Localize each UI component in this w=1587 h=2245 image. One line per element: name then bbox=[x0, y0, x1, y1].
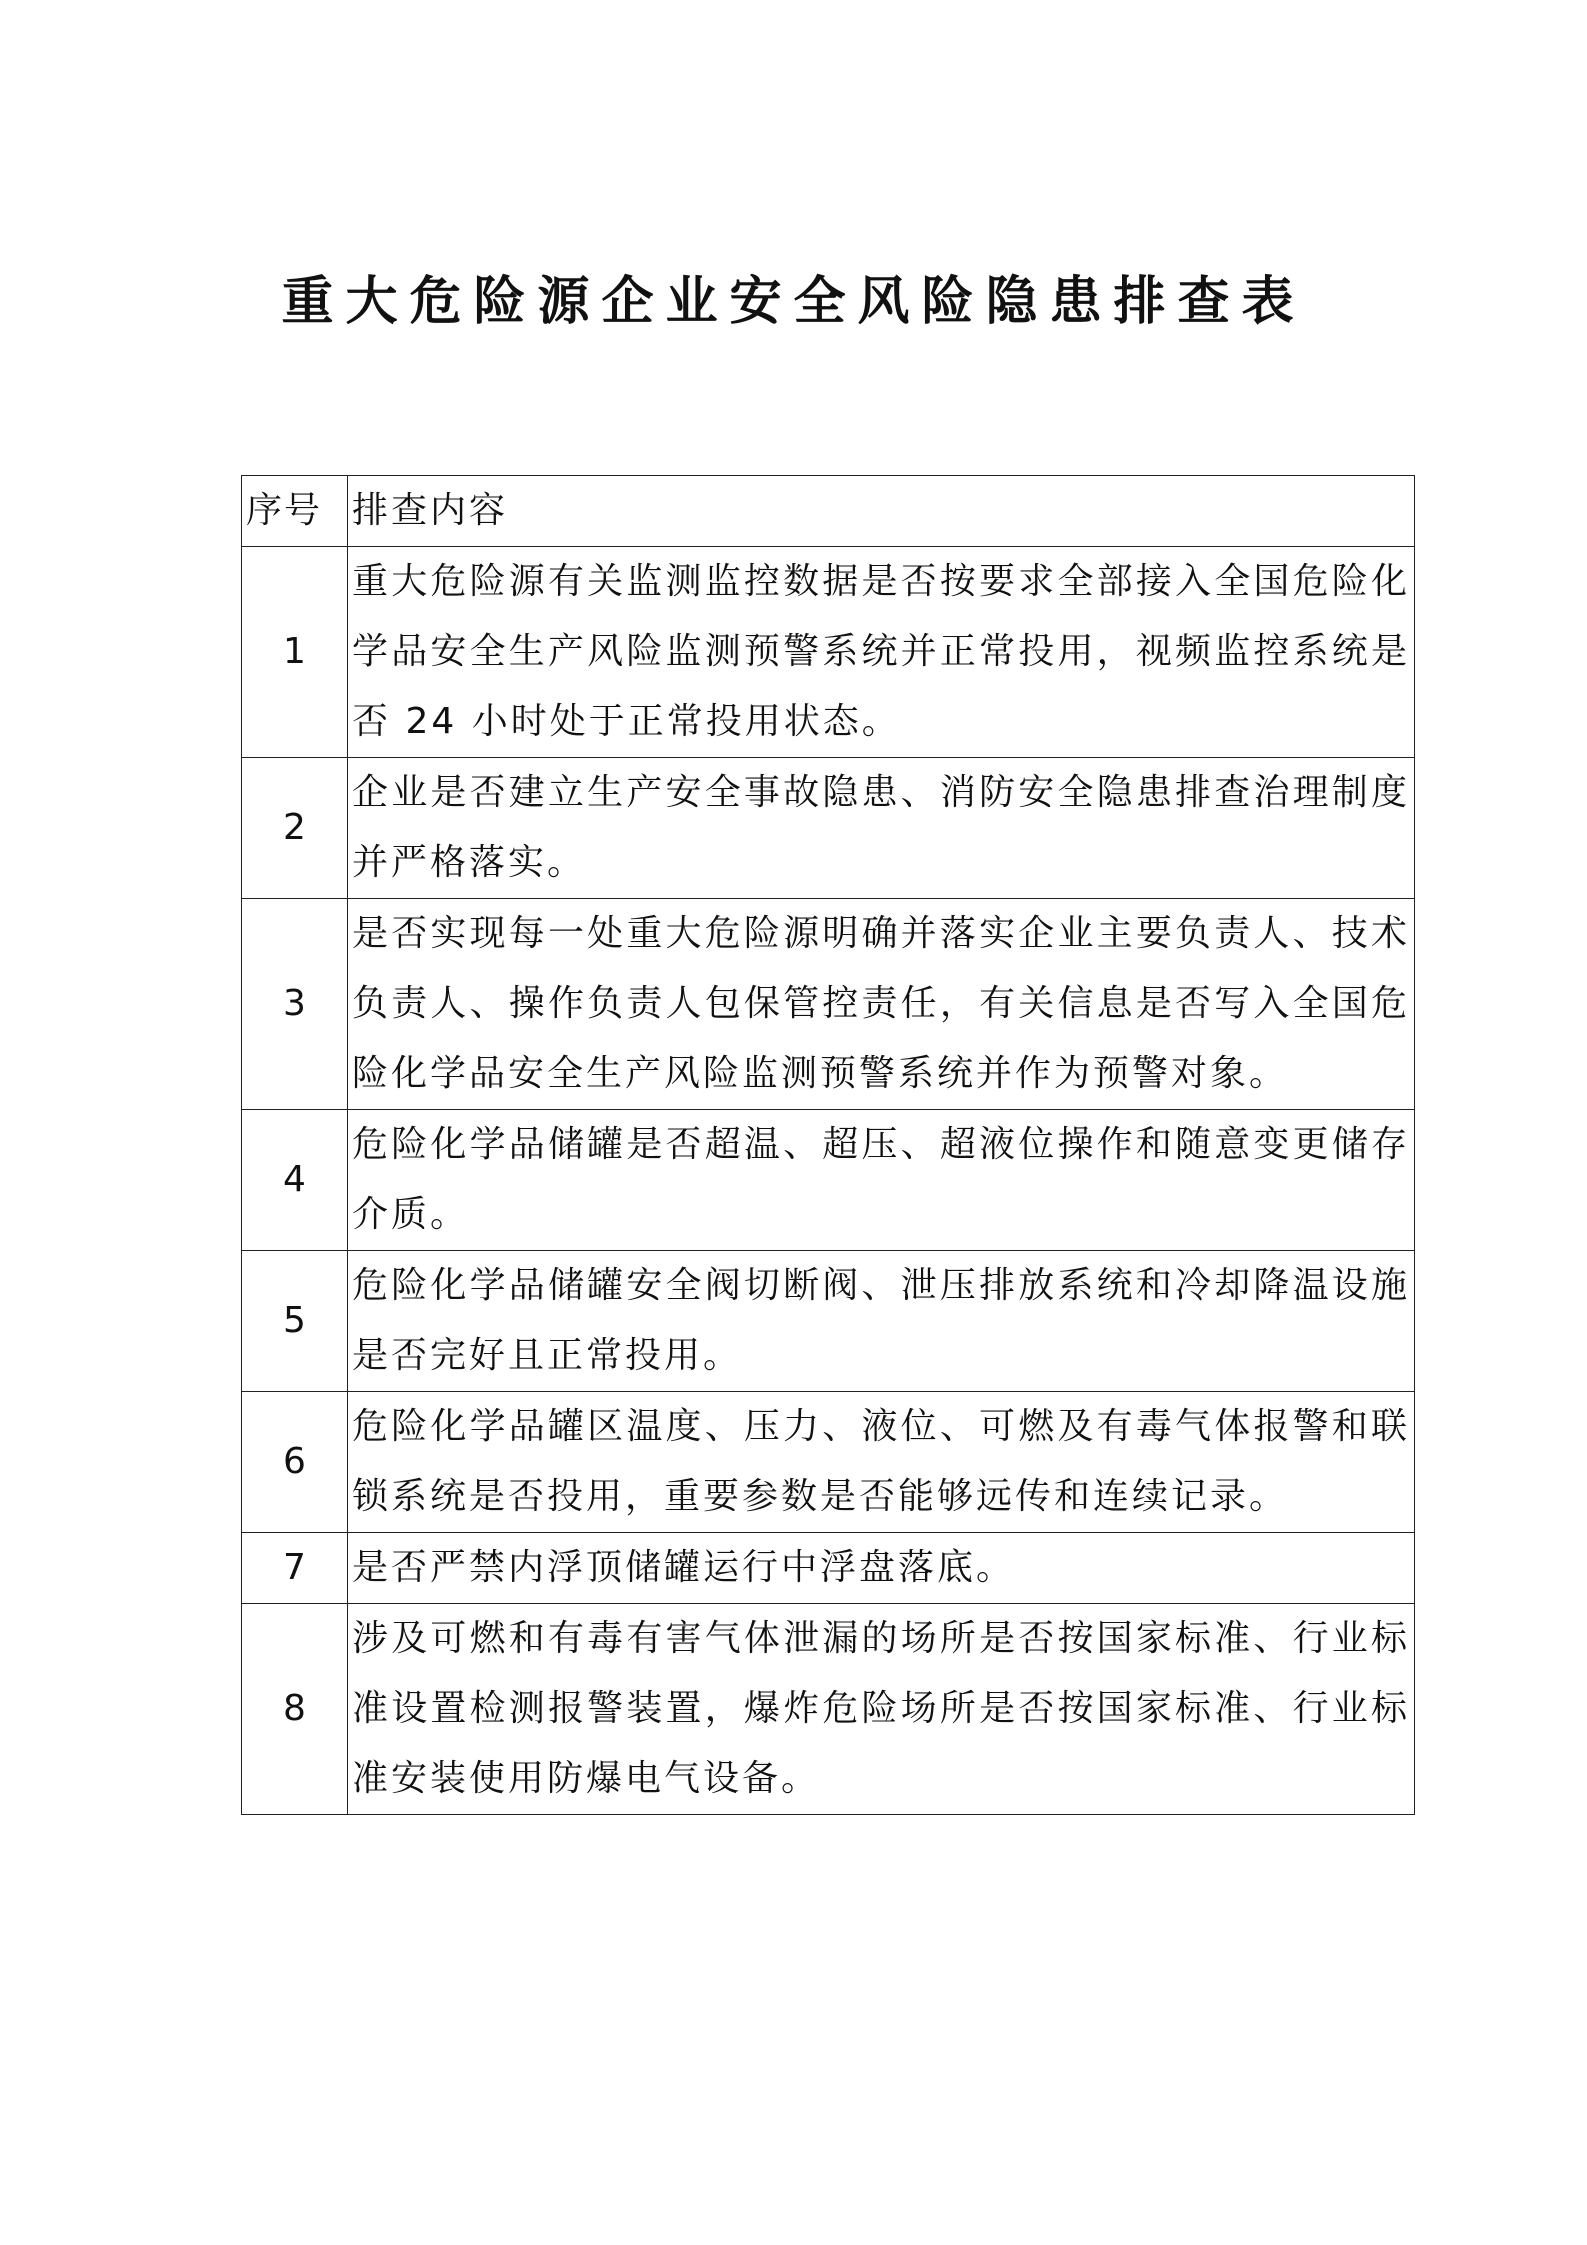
row-number: 3 bbox=[242, 899, 348, 1110]
row-content: 是否严禁内浮顶储罐运行中浮盘落底。 bbox=[348, 1533, 1415, 1604]
table-row bbox=[242, 758, 1415, 899]
header-serial-number: 序号 bbox=[242, 476, 348, 547]
header-inspection-content: 排查内容 bbox=[348, 476, 1415, 547]
table-row bbox=[242, 1604, 1415, 1815]
table-row bbox=[242, 1533, 1415, 1604]
row-number: 1 bbox=[242, 547, 348, 758]
row-number: 6 bbox=[242, 1392, 348, 1533]
row-content: 危险化学品罐区温度、压力、液位、可燃及有毒气体报警和联锁系统是否投用，重要参数是否能够远传和连续记录。 bbox=[348, 1392, 1415, 1533]
table-row bbox=[242, 547, 1415, 758]
inspection-table bbox=[241, 475, 1415, 1815]
table-row bbox=[242, 1251, 1415, 1392]
row-content: 危险化学品储罐安全阀切断阀、泄压排放系统和冷却降温设施是否完好且正常投用。 bbox=[348, 1251, 1415, 1392]
row-content: 涉及可燃和有毒有害气体泄漏的场所是否按国家标准、行业标准设置检测报警装置，爆炸危险场所是否按国家标准、行业标 准安装使用防爆电气设备。 bbox=[348, 1604, 1415, 1815]
row-number: 2 bbox=[242, 758, 348, 899]
row-content: 企业是否建立生产安全事故隐患、消防安全隐患排查治理制度并严格落实。 bbox=[348, 758, 1415, 899]
table-header-row bbox=[242, 476, 1415, 547]
row-number: 8 bbox=[242, 1604, 348, 1815]
row-number: 4 bbox=[242, 1110, 348, 1251]
row-content: 危险化学品储罐是否超温、超压、超液位操作和随意变更储存介质。 bbox=[348, 1110, 1415, 1251]
table-row bbox=[242, 1110, 1415, 1251]
table-row bbox=[242, 899, 1415, 1110]
table-row bbox=[242, 1392, 1415, 1533]
row-content: 是否实现每一处重大危险源明确并落实企业主要负责人、技术负责人、操作负责人包保管控责任，有关信息是否写入全国危险化学品安全生产风险监测预警系统并作为预警对象。 bbox=[348, 899, 1415, 1110]
row-content: 重大危险源有关监测监控数据是否按要求全部接入全国危险化学品安全生产风险监测预警系统并正常投用，视频监控系统是否 24 小时处于正常投用状态。 bbox=[348, 547, 1415, 758]
row-number: 5 bbox=[242, 1251, 348, 1392]
row-number: 7 bbox=[242, 1533, 348, 1604]
page-title: 重大危险源企业安全风险隐患排查表 bbox=[281, 271, 1306, 332]
